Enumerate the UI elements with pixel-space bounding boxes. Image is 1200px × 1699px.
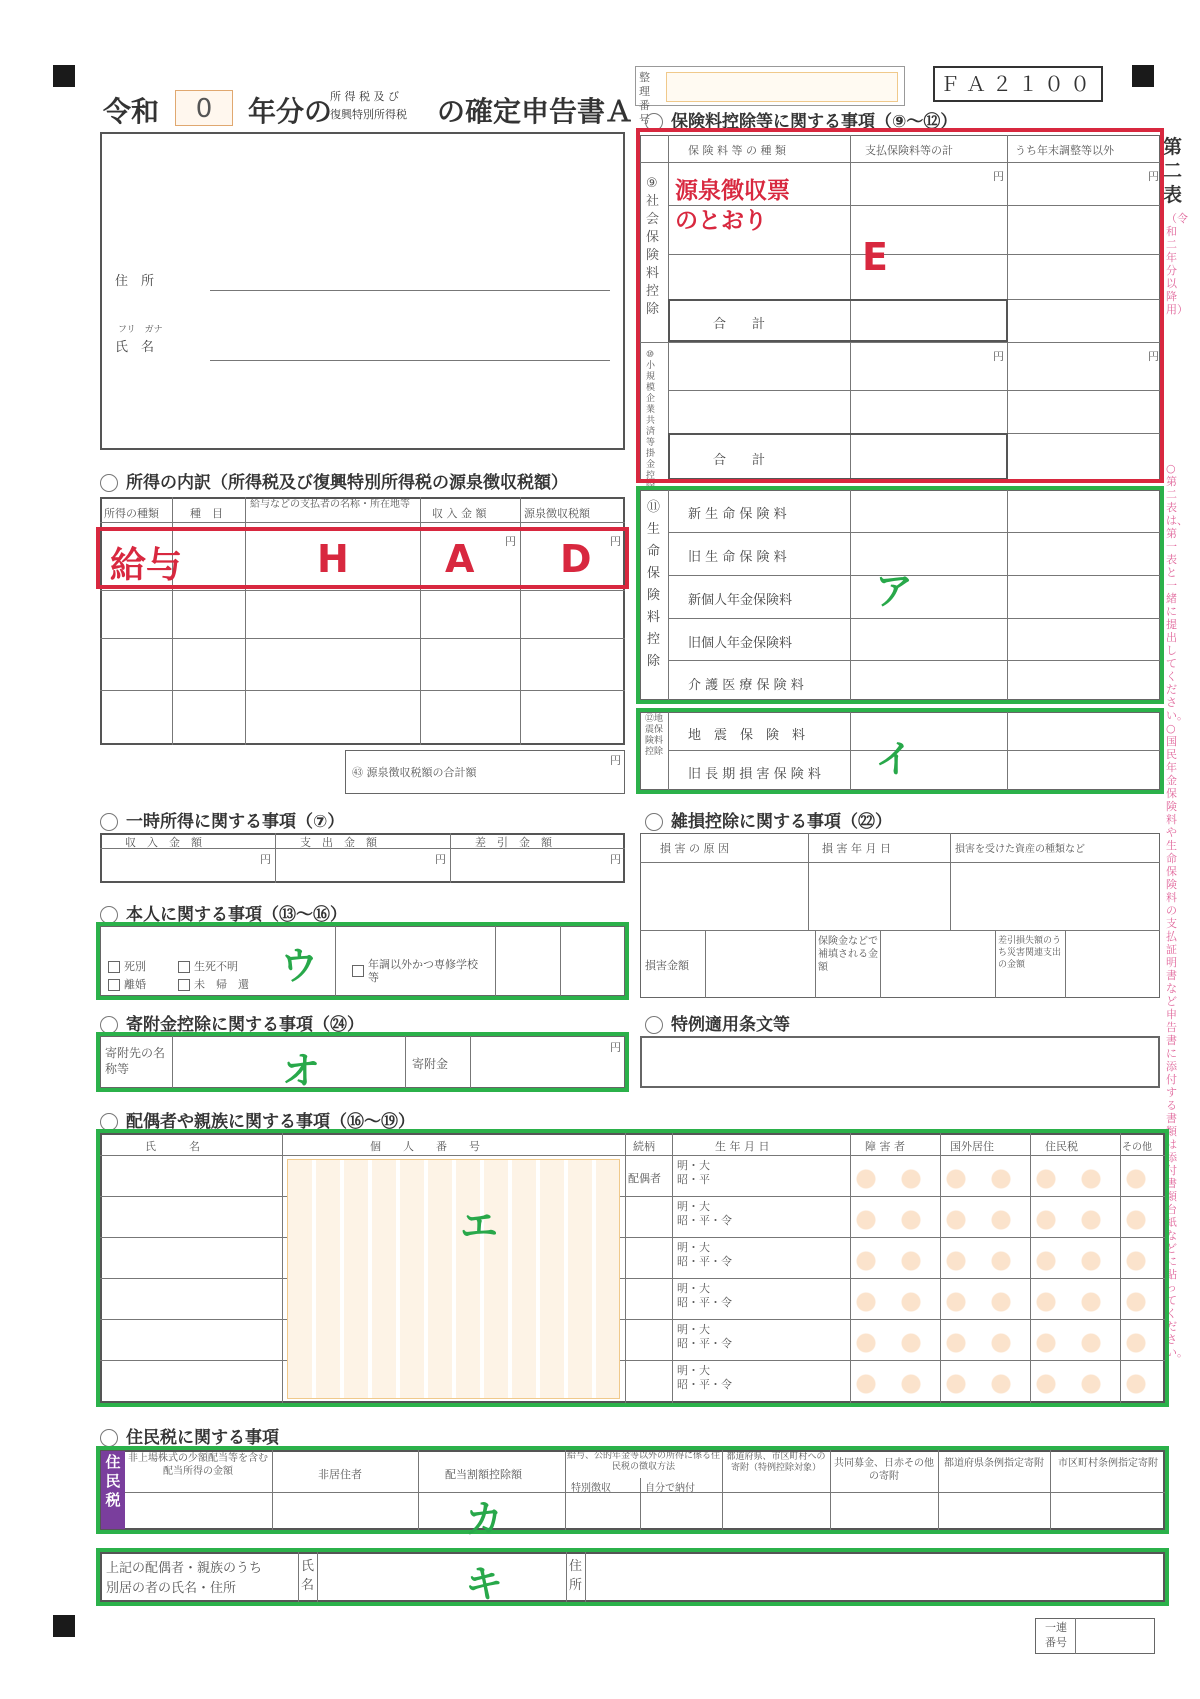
insurance-section-title: 保険料控除等に関する事項（⑨～⑫） bbox=[645, 107, 957, 132]
life-marker: ア bbox=[875, 569, 914, 613]
dep-header-number: 個 人 番 号 bbox=[370, 1140, 480, 1153]
address-label: 住 所 bbox=[115, 274, 155, 289]
dependents-section-title: 配偶者や親族に関する事項（⑯～⑲） bbox=[100, 1107, 415, 1132]
social-insurance-label: ⑨社会保険料控除 bbox=[646, 176, 660, 317]
donation-name-label: 寄附先の名称等 bbox=[105, 1046, 166, 1076]
casualty-amount-label: 損害金額 bbox=[645, 959, 689, 972]
donation-marker: オ bbox=[282, 1049, 321, 1093]
donation-amount-label: 寄附金 bbox=[412, 1057, 449, 1071]
dep-header-disabled: 障 害 者 bbox=[865, 1140, 905, 1153]
insurance-header-type: 保 険 料 等 の 種 類 bbox=[688, 144, 786, 157]
resident-header-prefecture: 都道府県条例指定寄附 bbox=[944, 1458, 1044, 1469]
temporary-header-net: 差 引 金 額 bbox=[475, 836, 552, 849]
dep-header-other: その他 bbox=[1122, 1142, 1152, 1153]
withholding-total-label: ㊸ 源泉徴収税額の合計額 bbox=[352, 766, 477, 779]
title-small-top: 所 得 税 及 び bbox=[330, 90, 399, 103]
small-enterprise-total-label: 合 計 bbox=[713, 453, 766, 468]
casualty-header-asset: 損害を受けた資産の種類など bbox=[955, 844, 1085, 855]
registration-mark bbox=[53, 65, 75, 87]
era-row-6: 明・大 昭・平・令 bbox=[677, 1364, 732, 1391]
earthquake-label: ⑫地震保険料控除 bbox=[645, 714, 664, 757]
casualty-table[interactable] bbox=[640, 833, 1160, 998]
title-prefix: 令和 bbox=[103, 95, 160, 128]
seiri-label: 整理番号 bbox=[639, 71, 650, 126]
separate-name-label: 氏名 bbox=[301, 1559, 315, 1593]
separate-address-label: 住所 bbox=[569, 1559, 583, 1593]
name-line[interactable] bbox=[210, 360, 610, 361]
self-check-unreturned[interactable]: 未 帰 還 bbox=[178, 976, 249, 992]
dep-header-abroad: 国外居住 bbox=[950, 1140, 994, 1153]
resident-header-dividend: 非上場株式の少額配当等を含む配当所得の金額 bbox=[128, 1453, 268, 1477]
income-payer-marker: H bbox=[317, 537, 349, 581]
side-year: （令和二年分以降用） bbox=[1166, 212, 1188, 316]
side-label: 第二表 bbox=[1163, 136, 1183, 206]
separate-highlight[interactable] bbox=[96, 1548, 1169, 1606]
resident-header-nonresident: 非居住者 bbox=[318, 1468, 362, 1481]
temporary-header-income: 収 入 金 額 bbox=[125, 836, 202, 849]
earthquake-marker: イ bbox=[875, 737, 914, 781]
income-tax-marker: D bbox=[560, 537, 592, 581]
life-insurance-label: ⑪生命保険料控除 bbox=[647, 500, 661, 669]
social-note-line2: のとおり bbox=[675, 208, 767, 234]
title-small-bottom: 復興特別所得税 bbox=[330, 108, 407, 121]
resident-header-community-chest: 共同募金、日赤その他の寄附 bbox=[834, 1458, 934, 1482]
social-total-label: 合 計 bbox=[713, 317, 766, 332]
self-section-title: 本人に関する事項（⑬～⑯） bbox=[100, 900, 347, 925]
life-row-3: 新個人年金保険料 bbox=[688, 593, 793, 608]
serial-number-label: 一連番号 bbox=[1045, 1621, 1067, 1649]
form-code: ＦＡ２１００ bbox=[933, 66, 1103, 102]
life-row-1: 新 生 命 保 険 料 bbox=[688, 507, 787, 522]
insurance-header-total: 支払保険料等の計 bbox=[865, 144, 953, 157]
income-header-tax: 源泉徴収税額 bbox=[524, 507, 590, 520]
casualty-insurance-label: 保険金などで補填される金額 bbox=[818, 936, 878, 973]
era-row-4: 明・大 昭・平・令 bbox=[677, 1282, 732, 1309]
resident-header-dividend-credit: 配当割額控除額 bbox=[445, 1468, 522, 1481]
small-enterprise-label: ⑩小規模企業共済等掛金控除 bbox=[646, 350, 656, 492]
dependents-marker: エ bbox=[460, 1204, 499, 1248]
temporary-header-expense: 支 出 金 額 bbox=[300, 836, 377, 849]
self-marker: ウ bbox=[280, 944, 319, 988]
self-highlight[interactable] bbox=[96, 922, 629, 1000]
earthquake-row-1: 地 震 保 険 料 bbox=[688, 728, 806, 743]
special-section-title: 特例適用条文等 bbox=[645, 1010, 790, 1035]
casualty-section-title: 雑損控除に関する事項（㉒） bbox=[645, 807, 892, 832]
casualty-deduction-label: 差引損失額のうち災害関連支出の金額 bbox=[998, 936, 1062, 970]
resident-tax-side-label: 住民税 bbox=[101, 1451, 125, 1529]
income-header-payer: 給与などの支払者の名称・所在地等 bbox=[250, 499, 410, 510]
income-type-value: 給与 bbox=[110, 545, 183, 586]
income-header-type: 所得の種類 bbox=[104, 507, 159, 520]
earthquake-row-2: 旧 長 期 損 害 保 険 料 bbox=[688, 767, 821, 782]
dependents-highlight[interactable] bbox=[96, 1129, 1169, 1407]
income-header-category: 種 目 bbox=[190, 507, 223, 520]
era-row-5: 明・大 昭・平・令 bbox=[677, 1323, 732, 1350]
separate-label-line1: 上記の配偶者・親族のうち bbox=[106, 1561, 263, 1576]
income-section-title: 所得の内訳（所得税及び復興特別所得税の源泉徴収税額） bbox=[100, 468, 568, 493]
registration-mark bbox=[53, 1615, 75, 1637]
self-check-missing[interactable]: 生死不明 bbox=[178, 958, 238, 974]
furigana-label: フリ ガナ bbox=[118, 325, 163, 335]
dep-header-relation: 続柄 bbox=[633, 1140, 655, 1153]
address-line[interactable] bbox=[210, 290, 610, 291]
self-check-student[interactable]: 年調以外かつ専修学校等 bbox=[352, 958, 488, 984]
casualty-header-date: 損 害 年 月 日 bbox=[822, 842, 891, 855]
life-row-4: 旧個人年金保険料 bbox=[688, 636, 793, 651]
separate-marker: キ bbox=[465, 1562, 504, 1606]
casualty-header-cause: 損 害 の 原 因 bbox=[660, 842, 729, 855]
era-row-3: 明・大 昭・平・令 bbox=[677, 1241, 732, 1268]
resident-sub-special: 特別徴収 bbox=[571, 1483, 611, 1494]
era-row-2: 明・大 昭・平・令 bbox=[677, 1200, 732, 1227]
registration-mark bbox=[1132, 65, 1154, 87]
income-amount-marker: A bbox=[445, 537, 475, 581]
address-name-box bbox=[100, 132, 625, 450]
resident-tax-highlight[interactable] bbox=[96, 1446, 1169, 1534]
name-label: 氏 名 bbox=[115, 340, 155, 355]
self-check-widowed[interactable]: 死別 bbox=[108, 958, 146, 974]
dep-header-resident: 住民税 bbox=[1045, 1140, 1078, 1153]
life-row-2: 旧 生 命 保 険 料 bbox=[688, 550, 787, 565]
side-note: ○第二表は、第一表と一緒に提出してください。○国民年金保険料や生命保険料の支払証明書など申告書に添付する書類は添付書類台紙などに貼ってください。 bbox=[1166, 462, 1188, 1359]
donation-section-title: 寄附金控除に関する事項（㉔） bbox=[100, 1010, 364, 1035]
spouse-label: 配偶者 bbox=[628, 1172, 661, 1185]
donation-highlight[interactable] bbox=[96, 1032, 629, 1092]
social-marker: E bbox=[862, 235, 888, 279]
self-check-divorced[interactable]: 離婚 bbox=[108, 976, 146, 992]
income-header-amount: 収 入 金 額 bbox=[432, 507, 487, 520]
title-suffix: の確定申告書Ａ bbox=[437, 95, 634, 128]
dep-header-birth: 生 年 月 日 bbox=[715, 1140, 770, 1153]
resident-header-hometown: 都道府県、市区町村への寄附（特例控除対象） bbox=[726, 1452, 826, 1473]
insurance-header-other: うち年末調整等以外 bbox=[1015, 144, 1114, 157]
special-box[interactable] bbox=[640, 1036, 1160, 1088]
year-input[interactable]: 0 bbox=[175, 90, 233, 126]
separate-label-line2: 別居の者の氏名・住所 bbox=[106, 1581, 237, 1596]
resident-tax-marker: カ bbox=[465, 1497, 504, 1541]
resident-tax-section-title: 住民税に関する事項 bbox=[100, 1423, 279, 1448]
resident-sub-self: 自分で納付 bbox=[645, 1483, 695, 1494]
resident-header-collection: 給与、公的年金等以外の所得に係る住民税の徴収方法 bbox=[567, 1451, 721, 1472]
era-row-1: 明・大 昭・平 bbox=[677, 1159, 710, 1186]
temporary-income-section-title: 一時所得に関する事項（⑦） bbox=[100, 807, 344, 832]
title-mid: 年分の bbox=[248, 95, 333, 128]
resident-header-municipality: 市区町村条例指定寄附 bbox=[1058, 1458, 1158, 1469]
life-row-5: 介 護 医 療 保 険 料 bbox=[688, 678, 804, 693]
social-note-line1: 源泉徴収票 bbox=[675, 178, 790, 204]
seiri-digits[interactable] bbox=[666, 72, 898, 102]
dep-header-name: 氏 名 bbox=[145, 1140, 200, 1153]
